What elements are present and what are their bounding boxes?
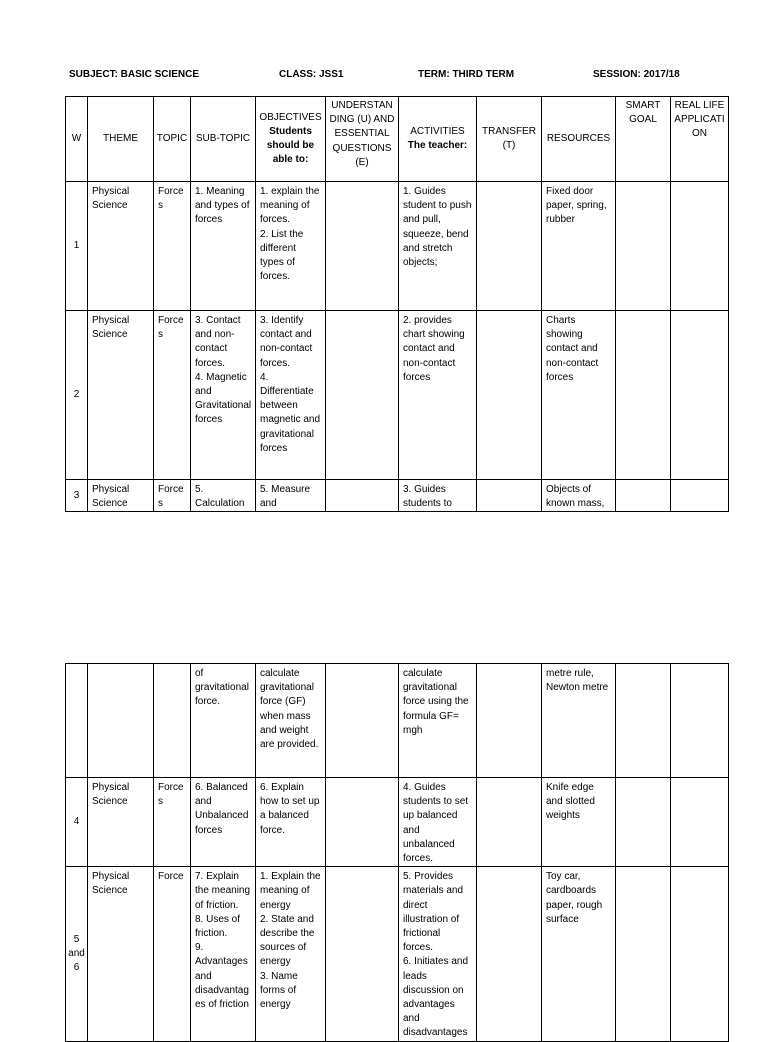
subtopic-cell: [191, 867, 256, 1041]
subtopic-item: 8. Uses of friction.: [195, 913, 241, 940]
objective-item: 3. Name forms of energy: [260, 970, 298, 1011]
objectives-cell: 5. Measure and: [256, 480, 326, 512]
subtopic-item: 9. Advantages and disadvantages of friction: [195, 942, 249, 1011]
understanding-cell: [326, 867, 399, 1041]
topic-cell: [154, 664, 191, 778]
scheme-table-page1: [65, 96, 729, 512]
header-term: TERM: THIRD TERM: [418, 69, 515, 80]
reallife-cell: [671, 778, 729, 867]
resources-cell: Charts showing contact and non-contact forces: [542, 311, 616, 480]
col-activities-title: ACTIVITIES: [410, 125, 465, 137]
topic-cell: Forces: [154, 182, 191, 311]
objective-item: 3. Identify contact and non-contact forces.: [260, 315, 313, 369]
objectives-cell: 6. Explain how to set up a balanced force.: [256, 778, 326, 867]
reallife-cell: [671, 182, 729, 311]
week-cell: 3: [66, 480, 88, 512]
transfer-cell: [477, 664, 542, 778]
transfer-cell: [477, 867, 542, 1041]
col-activities: [399, 97, 477, 182]
table-row: [66, 664, 729, 778]
col-activities-sub: The teacher:: [407, 140, 468, 151]
objectives-cell: calculate gravitational force (GF) when mass and weight are provided.: [256, 664, 326, 778]
theme-cell: [88, 664, 154, 778]
smart-cell: [616, 182, 671, 311]
understanding-cell: [326, 664, 399, 778]
subtopic-cell: [191, 311, 256, 480]
objective-item: 4. Differentiate between magnetic and gravitational forces: [260, 371, 321, 454]
col-transfer: TRANSFER (T): [477, 97, 542, 182]
col-objectives: [256, 97, 326, 182]
table-row: [66, 778, 729, 867]
table-row: [66, 311, 729, 480]
theme-cell: Physical Science: [88, 182, 154, 311]
subtopic-cell: 1. Meaning and types of forces: [191, 182, 256, 311]
col-theme: THEME: [88, 97, 154, 182]
resources-cell: Toy car, cardboards paper, rough surface: [542, 867, 616, 1041]
smart-cell: [616, 664, 671, 778]
subtopic-cell: 5. Calculation: [191, 480, 256, 512]
understanding-cell: [326, 480, 399, 512]
scheme-table-page2: [65, 663, 729, 1042]
objective-item: 2. List the different types of forces.: [260, 228, 304, 283]
topic-cell: Forces: [154, 480, 191, 512]
theme-cell: Physical Science: [88, 778, 154, 867]
header-row: [66, 97, 729, 182]
header-class: CLASS: JSS1: [279, 69, 344, 80]
theme-cell: Physical Science: [88, 311, 154, 480]
smart-cell: [616, 867, 671, 1041]
subtopic-item: 7. Explain the meaning of friction.: [195, 871, 251, 911]
resources-cell: Objects of known mass,: [542, 480, 616, 512]
week-cell: 4: [66, 778, 88, 867]
understanding-cell: [326, 311, 399, 480]
table-row: [66, 480, 729, 512]
activities-cell: 4. Guides students to set up balanced and unbalanced forces.: [399, 778, 477, 867]
transfer-cell: [477, 182, 542, 311]
col-reallife: REAL LIFE APPLICATION: [671, 97, 729, 182]
objectives-cell: [256, 311, 326, 480]
col-smart: SMART GOAL: [616, 97, 671, 182]
topic-cell: Forces: [154, 311, 191, 480]
week-cell: 1: [66, 182, 88, 311]
smart-cell: [616, 778, 671, 867]
activities-cell: 2. provides chart showing contact and non-contact forces: [399, 311, 477, 480]
header-subject: SUBJECT: BASIC SCIENCE: [69, 69, 200, 80]
activities-cell: [399, 867, 477, 1041]
subtopic-item: 3. Contact and non-contact forces.: [195, 315, 241, 369]
transfer-cell: [477, 311, 542, 480]
objective-item: 1. explain the meaning of forces.: [260, 186, 320, 226]
theme-cell: Physical Science: [88, 867, 154, 1041]
subtopic-cell: 6. Balanced and Unbalanced forces: [191, 778, 256, 867]
activities-cell: 3. Guides students to: [399, 480, 477, 512]
theme-cell: Physical Science: [88, 480, 154, 512]
col-objectives-title: OBJECTIVES: [259, 111, 322, 123]
activity-item: 6. Initiates and leads discussion on advantages and disadvantages: [403, 956, 469, 1039]
objective-item: 1. Explain the meaning of energy: [260, 871, 321, 911]
understanding-cell: [326, 182, 399, 311]
smart-cell: [616, 311, 671, 480]
col-topic: TOPIC: [154, 97, 191, 182]
reallife-cell: [671, 867, 729, 1041]
col-w: W: [66, 97, 88, 182]
objectives-cell: [256, 182, 326, 311]
table-row: [66, 867, 729, 1041]
understanding-cell: [326, 778, 399, 867]
subtopic-item: 4. Magnetic and Gravitational forces: [195, 371, 252, 426]
objective-item: 2. State and describe the sources of energy: [260, 913, 315, 968]
week-cell: 2: [66, 311, 88, 480]
week-cell: 5 and 6: [66, 867, 88, 1041]
reallife-cell: [671, 664, 729, 778]
transfer-cell: [477, 480, 542, 512]
smart-cell: [616, 480, 671, 512]
col-resources: RESOURCES: [542, 97, 616, 182]
resources-cell: Knife edge and slotted weights: [542, 778, 616, 867]
reallife-cell: [671, 480, 729, 512]
col-subtopic: SUB-TOPIC: [191, 97, 256, 182]
subtopic-cell: of gravitational force.: [191, 664, 256, 778]
topic-cell: Forces: [154, 778, 191, 867]
header-session: SESSION: 2017/18: [593, 69, 680, 80]
activities-cell: 1. Guides student to push and pull, squeeze, bend and stretch objects;: [399, 182, 477, 311]
objectives-cell: [256, 867, 326, 1041]
reallife-cell: [671, 311, 729, 480]
week-cell: [66, 664, 88, 778]
resources-cell: metre rule, Newton metre: [542, 664, 616, 778]
transfer-cell: [477, 778, 542, 867]
activity-item: 5. Provides materials and direct illustration of frictional forces.: [403, 871, 464, 954]
resources-cell: Fixed door paper, spring, rubber: [542, 182, 616, 311]
col-understanding: UNDERSTANDING (U) AND ESSENTIAL QUESTIONS (E): [326, 97, 399, 182]
activities-cell: calculate gravitational force using the formula GF= mgh: [399, 664, 477, 778]
topic-cell: Force: [154, 867, 191, 1041]
col-objectives-sub: Students should be able to:: [266, 125, 315, 166]
table-row: [66, 182, 729, 311]
